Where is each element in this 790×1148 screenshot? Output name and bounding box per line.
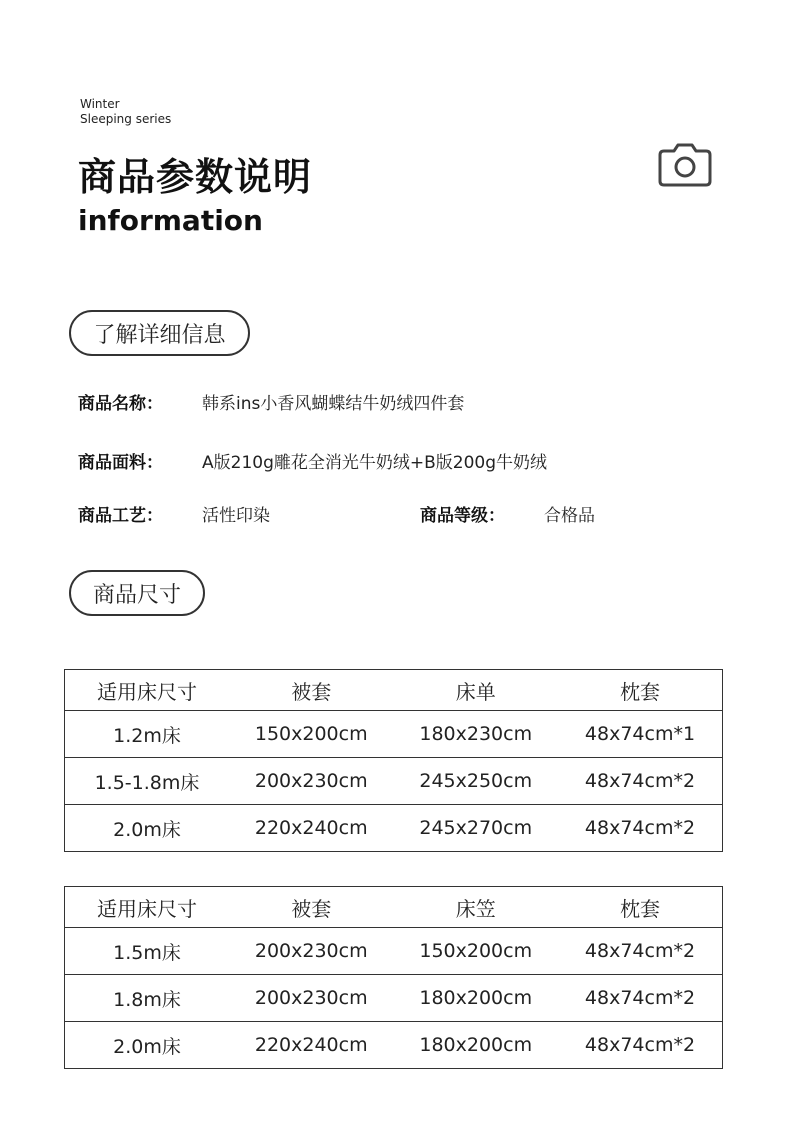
table-cell: 200x230cm	[229, 975, 394, 1022]
table-header-cell: 被套	[229, 887, 394, 928]
table-cell: 48x74cm*2	[558, 758, 723, 805]
series-label	[80, 97, 171, 127]
table-header-cell: 枕套	[558, 887, 723, 928]
table-cell: 1.5-1.8m床	[65, 758, 230, 805]
table-cell: 1.2m床	[65, 711, 230, 758]
product-grade-label: 商品等级：	[420, 506, 505, 526]
table-header-row	[65, 887, 723, 928]
table-cell: 48x74cm*2	[558, 1022, 723, 1069]
product-grade-value: 合格品	[544, 506, 595, 526]
table-cell: 2.0m床	[65, 805, 230, 852]
product-fabric-label: 商品面料：	[78, 453, 163, 473]
table-cell: 245x270cm	[394, 805, 559, 852]
series-line-1: Winter	[80, 97, 120, 111]
table-cell: 150x200cm	[229, 711, 394, 758]
product-name-label: 商品名称：	[78, 394, 163, 414]
table-row	[65, 711, 723, 758]
table-cell: 48x74cm*1	[558, 711, 723, 758]
page-subtitle: information	[78, 204, 263, 237]
table-header-cell: 适用床尺寸	[65, 670, 230, 711]
table-cell: 200x230cm	[229, 928, 394, 975]
table-row	[65, 975, 723, 1022]
section-pill-size: 商品尺寸	[69, 570, 205, 616]
table-row	[65, 758, 723, 805]
table-cell: 1.5m床	[65, 928, 230, 975]
size-table-b	[64, 886, 723, 1069]
table-row	[65, 928, 723, 975]
series-line-2: Sleeping series	[80, 112, 172, 126]
table-row	[65, 1022, 723, 1069]
page-title: 商品参数说明	[78, 155, 313, 199]
table-cell: 180x230cm	[394, 711, 559, 758]
table-header-cell: 床笠	[394, 887, 559, 928]
camera-icon	[658, 141, 712, 187]
table-cell: 245x250cm	[394, 758, 559, 805]
table-cell: 2.0m床	[65, 1022, 230, 1069]
table-header-row	[65, 670, 723, 711]
size-table-a	[64, 669, 723, 852]
table-cell: 220x240cm	[229, 805, 394, 852]
product-craft-label: 商品工艺：	[78, 506, 163, 526]
table-cell: 150x200cm	[394, 928, 559, 975]
product-name-value: 韩系ins小香风蝴蝶结牛奶绒四件套	[202, 394, 465, 414]
table-header-cell: 适用床尺寸	[65, 887, 230, 928]
product-craft-value: 活性印染	[202, 506, 270, 526]
table-cell: 48x74cm*2	[558, 928, 723, 975]
product-fabric-value: A版210g雕花全消光牛奶绒+B版200g牛奶绒	[202, 453, 548, 473]
table-header-cell: 被套	[229, 670, 394, 711]
table-cell: 180x200cm	[394, 1022, 559, 1069]
table-row	[65, 805, 723, 852]
table-cell: 220x240cm	[229, 1022, 394, 1069]
table-cell: 200x230cm	[229, 758, 394, 805]
table-cell: 48x74cm*2	[558, 805, 723, 852]
section-pill-details: 了解详细信息	[69, 310, 250, 356]
table-header-cell: 床单	[394, 670, 559, 711]
table-header-cell: 枕套	[558, 670, 723, 711]
table-cell: 180x200cm	[394, 975, 559, 1022]
table-cell: 48x74cm*2	[558, 975, 723, 1022]
table-cell: 1.8m床	[65, 975, 230, 1022]
